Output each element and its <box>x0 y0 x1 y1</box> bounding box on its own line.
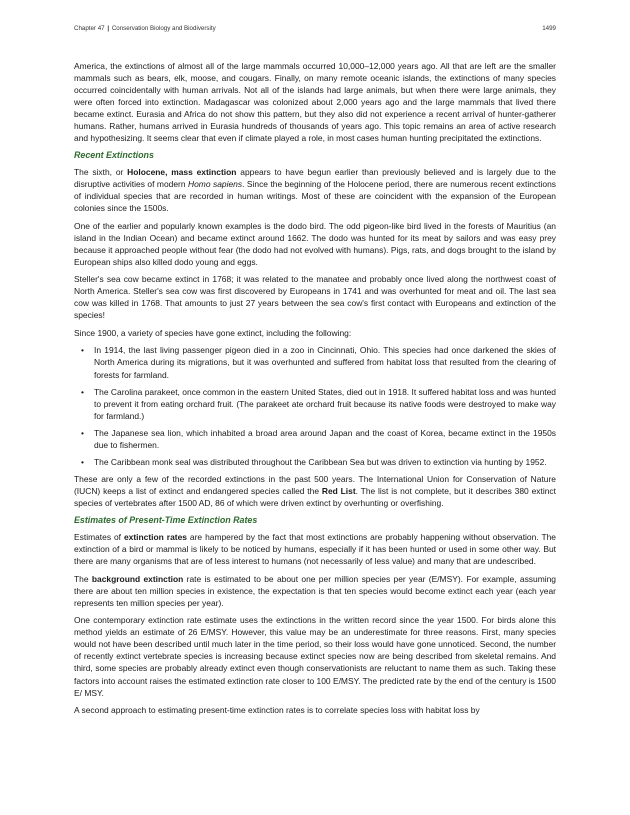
homo-sapiens-term: Homo sapiens <box>188 178 243 189</box>
list-item: • In 1914, the last living passenger pigeon died in a zoo in Cincinnati, Ohio. This species had once darkened the skies of North America during its migrations, but it was overhunted and suffered from habitat loss that resulted from the clearing of forests for farmland. <box>94 344 556 380</box>
list-item: • The Caribbean monk seal was distributed throughout the Caribbean Sea but was driven to extinction via hunting by 1952. <box>94 456 556 468</box>
dodo-paragraph: One of the earlier and popularly known examples is the dodo bird. The odd pigeon-like bird lived in the forests of Mauritius (an island in the Indian Ocean) and became extinct around 1662. The dodo was hunted for its meat by sailors and was easy prey because it approached people without fear (the dodo had not evolved with humans). Pigs, rats, and dogs brought to the island by European ships also killed dodo young and eggs. <box>74 220 556 267</box>
chapter-label: Chapter 47 <box>74 25 105 32</box>
holocene-term: Holocene, mass extinction <box>127 166 237 177</box>
background-extinction-term: background extinction <box>91 573 184 584</box>
contemporary-estimate-paragraph: One contemporary extinction rate estimate uses the extinctions in the written record since the year 1500. For birds alone this method yields an estimate of 26 E/MSY. However, this value may be an underestimate for three reasons. First, many species would not have been described until much later in the time period, so their loss would have gone unnoticed. Second, the number of recently extinct vertebrate species is increasing because extinct species now are being described from skeletal remains. And third, some species are probably already extinct even though conservationists are reluctant to name them as such. Taking these factors into account raises the estimated extinction rate closer to 100 E/MSY. The predicted rate by the end of the century is 1500 E/ MSY. <box>74 615 556 698</box>
header-separator: | <box>107 25 110 32</box>
background-extinction-paragraph: The background extinction rate is estimated to be about one per million species per year (E/MSY). For example, assuming there are about ten million species in existence, the expectation is that ten species would become extinct each year (each year represents ten million species per year). <box>74 573 556 608</box>
since-1900-paragraph: Since 1900, a variety of species have gone extinct, including the following: <box>74 327 352 338</box>
extinction-rates-term: extinction rates <box>123 532 187 542</box>
extinct-species-list <box>74 344 556 467</box>
page-number: 1499 <box>542 25 556 32</box>
red-list-term: Red List <box>321 486 356 497</box>
section-label: Conservation Biology and Biodiversity <box>111 25 216 32</box>
recent-extinctions-heading: Recent Extinctions <box>74 149 154 160</box>
list-item: • The Carolina parakeet, once common in the eastern United States, died out in 1918. It suffered habitat loss and was hunted to prevent it from eating orchard fruit. (The parakeet ate orchard fruit because its native foods were destroyed to make way for farmland.) <box>94 386 556 422</box>
extinction-rates-heading: Estimates of Present-Time Extinction Rates <box>74 515 258 525</box>
extinction-rates-paragraph: Estimates of extinction rates are hampered by the fact that most extinctions are probably happening without observation. The extinction of a bird or mammal is likely to be noticed by humans, especially if it has been hunted or used in some other way. But there are many organisms that are of less interest to humans (not necessarily of less value) and many that are undescribed. <box>74 532 556 567</box>
chapter-title <box>74 25 216 32</box>
intro-paragraph: America, the extinctions of almost all of the large mammals occurred 10,000–12,000 years ago. All that are left are the smaller mammals such as bears, elk, moose, and cougars. Finally, on many remote oceanic islands, the extinctions of many species occurred coincidentally with human arrivals. Not all of the islands had large animals, but when there were large animals, they were often forced into extinction. Madagascar was colonized about 2,000 years ago and the large mammals that lived there became extinct. Eurasia and Africa do not show this pattern, but they also did not experience a recent arrival of hunter-gatherer humans. Rather, humans arrived in Eurasia hundreds of thousands of years ago. This topic remains an area of active research and hypothesizing. It seems clear that even if climate played a role, in most cases human hunting precipitated the extinctions. <box>74 61 556 144</box>
habitat-loss-paragraph: A second approach to estimating present-time extinction rates is to correlate species loss with habitat loss by <box>74 705 480 716</box>
red-list-paragraph: These are only a few of the recorded extinctions in the past 500 years. The International Union for Conservation of Nature (IUCN) keeps a list of extinct and endangered species called the Red List. The list is not complete, but it describes 380 extinct species of vertebrates after 1500 AD, 86 of which were driven extinct by overhunting or overfishing. <box>74 474 556 509</box>
list-item: • The Japanese sea lion, which inhabited a broad area around Japan and the coast of Korea, became extinct in the 1950s due to fishermen. <box>94 427 556 451</box>
running-header <box>74 25 556 32</box>
page-body <box>74 60 556 722</box>
holocene-paragraph: The sixth, or Holocene, mass extinction appears to have begun earlier than previously believed and is largely due to the disruptive activities of modern Homo sapiens. Since the beginning of the Holocene period, there are numerous recent extinctions of individual species that are recorded in human writings. Most of these are coincident with the expansion of the European colonies since the 1500s. <box>74 166 557 213</box>
sea-cow-paragraph: Steller's sea cow became extinct in 1768; it was related to the manatee and probably once lived along the northwest coast of North America. Steller's sea cow was first discovered by Europeans in 1741 and was overhunted for meat and oil. The last sea cow was killed in 1768. That amounts to just 27 years between the sea cow's first contact with Europeans and extinction of the species! <box>74 274 556 321</box>
